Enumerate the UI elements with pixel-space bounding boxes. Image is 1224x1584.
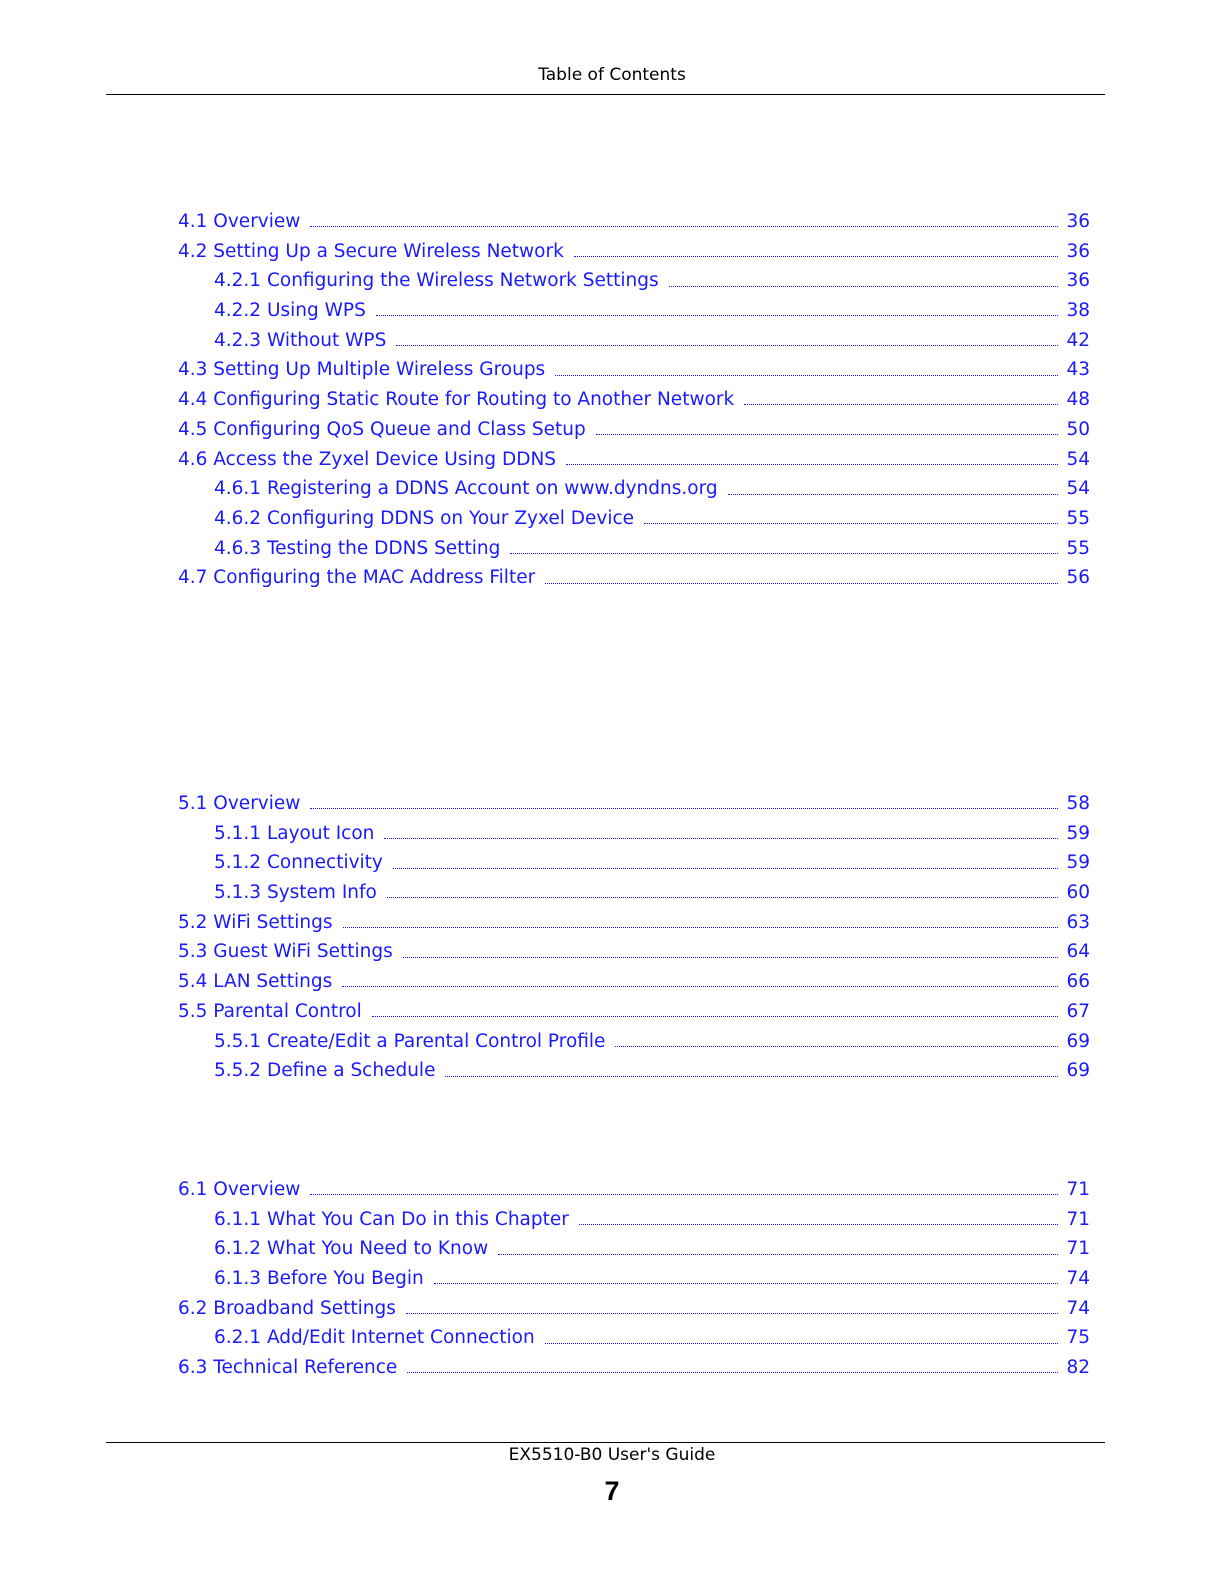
toc-entry-page: 69 bbox=[1066, 1060, 1090, 1082]
toc-entry-page: 42 bbox=[1066, 329, 1090, 351]
toc-entry-page: 74 bbox=[1066, 1297, 1090, 1319]
toc-entry-label: 4.2.2 Using WPS bbox=[214, 300, 366, 322]
toc-entry-label: 4.2.1 Configuring the Wireless Network Settings bbox=[214, 270, 659, 292]
toc-entry-link[interactable] bbox=[178, 967, 1090, 997]
toc-section-5 bbox=[178, 789, 1090, 1086]
toc-entry-page: 74 bbox=[1066, 1268, 1090, 1290]
toc-dot-leader bbox=[545, 583, 1058, 584]
toc-dot-leader bbox=[566, 464, 1058, 465]
toc-dot-leader bbox=[644, 523, 1058, 524]
toc-entry-page: 60 bbox=[1066, 882, 1090, 904]
toc-entry-page: 59 bbox=[1066, 822, 1090, 844]
toc-entry-page: 58 bbox=[1066, 793, 1090, 814]
toc-entry-page: 66 bbox=[1066, 971, 1090, 993]
toc-dot-leader bbox=[744, 404, 1058, 405]
toc-dot-leader bbox=[342, 986, 1058, 987]
toc-entry-link[interactable] bbox=[178, 1056, 1090, 1086]
toc-entry-label: 5.1 Overview bbox=[178, 793, 301, 814]
toc-dot-leader bbox=[728, 494, 1059, 495]
toc-entry-page: 54 bbox=[1066, 478, 1090, 500]
toc-dot-leader bbox=[615, 1046, 1058, 1047]
toc-entry-label: 6.2.1 Add/Edit Internet Connection bbox=[214, 1327, 535, 1349]
toc-dot-leader bbox=[545, 1343, 1059, 1344]
toc-entry-link[interactable] bbox=[178, 474, 1090, 504]
toc-dot-leader bbox=[393, 868, 1059, 869]
toc-entry-label: 4.1 Overview bbox=[178, 211, 301, 232]
toc-entry-link[interactable] bbox=[178, 848, 1090, 878]
toc-entry-link[interactable] bbox=[178, 1175, 1090, 1205]
toc-entry-link[interactable] bbox=[178, 819, 1090, 849]
toc-dot-leader bbox=[403, 957, 1059, 958]
toc-dot-leader bbox=[434, 1283, 1059, 1284]
page-header-title: Table of Contents bbox=[538, 65, 686, 85]
toc-entry-page: 55 bbox=[1066, 507, 1090, 529]
header-rule bbox=[106, 94, 1105, 95]
toc-dot-leader bbox=[510, 553, 1058, 554]
toc-entry-label: 4.6 Access the Zyxel Device Using DDNS bbox=[178, 448, 557, 470]
toc-entry-page: 50 bbox=[1066, 418, 1090, 440]
toc-entry-link[interactable] bbox=[178, 1027, 1090, 1057]
toc-entry-page: 63 bbox=[1066, 911, 1090, 933]
toc-dot-leader bbox=[343, 927, 1059, 928]
toc-entry-link[interactable] bbox=[178, 1294, 1090, 1324]
toc-entry-link[interactable] bbox=[178, 415, 1090, 445]
toc-entry-page: 38 bbox=[1066, 300, 1090, 322]
toc-section-6 bbox=[178, 1175, 1090, 1383]
toc-entry-label: 6.2 Broadband Settings bbox=[178, 1297, 396, 1319]
toc-entry-label: 5.2 WiFi Settings bbox=[178, 911, 333, 933]
toc-entry-link[interactable] bbox=[178, 237, 1090, 267]
toc-dot-leader bbox=[384, 838, 1058, 839]
toc-dot-leader bbox=[406, 1313, 1059, 1314]
toc-entry-link[interactable] bbox=[178, 997, 1090, 1027]
toc-entry-label: 5.5.1 Create/Edit a Parental Control Profile bbox=[214, 1030, 606, 1052]
toc-entry-page: 71 bbox=[1066, 1179, 1090, 1200]
toc-dot-leader bbox=[596, 434, 1059, 435]
toc-entry-label: 4.4 Configuring Static Route for Routing to Another Network bbox=[178, 389, 735, 411]
toc-entry-page: 75 bbox=[1066, 1327, 1090, 1349]
toc-entry-page: 56 bbox=[1066, 567, 1090, 589]
toc-dot-leader bbox=[579, 1224, 1059, 1225]
toc-entry-page: 59 bbox=[1066, 852, 1090, 874]
toc-entry-link[interactable] bbox=[178, 326, 1090, 356]
toc-dot-leader bbox=[498, 1254, 1058, 1255]
toc-entry-label: 5.3 Guest WiFi Settings bbox=[178, 941, 393, 963]
footer-guide-title: EX5510-B0 User's Guide bbox=[508, 1445, 716, 1465]
toc-dot-leader bbox=[445, 1076, 1058, 1077]
toc-entry-page: 82 bbox=[1066, 1357, 1090, 1379]
toc-dot-leader bbox=[387, 897, 1059, 898]
toc-entry-page: 64 bbox=[1066, 941, 1090, 963]
toc-entry-link[interactable] bbox=[178, 878, 1090, 908]
toc-entry-link[interactable] bbox=[178, 534, 1090, 564]
toc-entry-page: 71 bbox=[1066, 1208, 1090, 1230]
toc-entry-label: 4.5 Configuring QoS Queue and Class Setup bbox=[178, 418, 586, 440]
toc-entry-link[interactable] bbox=[178, 937, 1090, 967]
toc-entry-page: 55 bbox=[1066, 537, 1090, 559]
toc-dot-leader bbox=[310, 1194, 1058, 1195]
toc-entry-label: 5.1.3 System Info bbox=[214, 882, 377, 904]
toc-entry-link[interactable] bbox=[178, 1205, 1090, 1235]
toc-entry-label: 4.3 Setting Up Multiple Wireless Groups bbox=[178, 359, 546, 381]
toc-entry-page: 54 bbox=[1066, 448, 1090, 470]
toc-entry-page: 71 bbox=[1066, 1238, 1090, 1260]
toc-dot-leader bbox=[376, 315, 1059, 316]
toc-entry-page: 36 bbox=[1066, 211, 1090, 232]
toc-entry-label: 5.4 LAN Settings bbox=[178, 971, 333, 993]
toc-entry-label: 5.1.2 Connectivity bbox=[214, 852, 383, 874]
toc-entry-page: 67 bbox=[1066, 1000, 1090, 1022]
toc-entry-label: 4.6.3 Testing the DDNS Setting bbox=[214, 537, 501, 559]
toc-entry-link[interactable] bbox=[178, 445, 1090, 475]
toc-entry-label: 4.7 Configuring the MAC Address Filter bbox=[178, 567, 536, 589]
toc-entry-label: 6.3 Technical Reference bbox=[178, 1357, 398, 1379]
toc-entry-link[interactable] bbox=[178, 563, 1090, 593]
toc-entry-page: 36 bbox=[1066, 240, 1090, 262]
toc-dot-leader bbox=[555, 375, 1058, 376]
toc-entry-link[interactable] bbox=[178, 385, 1090, 415]
toc-entry-label: 5.5.2 Define a Schedule bbox=[214, 1060, 436, 1082]
toc-entry-label: 5.5 Parental Control bbox=[178, 1000, 362, 1022]
footer-rule bbox=[106, 1442, 1105, 1443]
toc-entry-link[interactable] bbox=[178, 1234, 1090, 1264]
toc-entry-label: 5.1.1 Layout Icon bbox=[214, 822, 375, 844]
toc-dot-leader bbox=[407, 1372, 1058, 1373]
toc-entry-label: 4.2 Setting Up a Secure Wireless Network bbox=[178, 240, 564, 262]
toc-entry-link[interactable] bbox=[178, 355, 1090, 385]
toc-entry-page: 48 bbox=[1066, 389, 1090, 411]
toc-entry-label: 6.1 Overview bbox=[178, 1179, 301, 1200]
toc-dot-leader bbox=[669, 286, 1059, 287]
toc-dot-leader bbox=[372, 1016, 1059, 1017]
toc-entry-label: 6.1.2 What You Need to Know bbox=[214, 1238, 489, 1260]
toc-entry-link[interactable] bbox=[178, 1323, 1090, 1353]
toc-entry-label: 6.1.3 Before You Begin bbox=[214, 1268, 424, 1290]
toc-entry-label: 4.6.1 Registering a DDNS Account on www.dyndns.org bbox=[214, 478, 718, 500]
toc-entry-link[interactable] bbox=[178, 1264, 1090, 1294]
toc-entry-link[interactable] bbox=[178, 296, 1090, 326]
toc-dot-leader bbox=[396, 345, 1058, 346]
toc-entry-link[interactable] bbox=[178, 1353, 1090, 1383]
toc-entry-page: 69 bbox=[1066, 1030, 1090, 1052]
toc-entry-page: 43 bbox=[1066, 359, 1090, 381]
toc-entry-label: 4.6.2 Configuring DDNS on Your Zyxel Device bbox=[214, 507, 635, 529]
toc-section-4 bbox=[178, 207, 1090, 593]
toc-entry-label: 4.2.3 Without WPS bbox=[214, 329, 387, 351]
toc-entry-link[interactable] bbox=[178, 789, 1090, 819]
toc-entry-link[interactable] bbox=[178, 504, 1090, 534]
toc-dot-leader bbox=[310, 226, 1058, 227]
toc-dot-leader bbox=[310, 808, 1058, 809]
toc-entry-label: 6.1.1 What You Can Do in this Chapter bbox=[214, 1208, 569, 1230]
page-number: 7 bbox=[604, 1476, 620, 1506]
toc-entry-page: 36 bbox=[1066, 270, 1090, 292]
toc-dot-leader bbox=[574, 256, 1059, 257]
toc-entry-link[interactable] bbox=[178, 207, 1090, 237]
toc-entry-link[interactable] bbox=[178, 908, 1090, 938]
toc-entry-link[interactable] bbox=[178, 266, 1090, 296]
